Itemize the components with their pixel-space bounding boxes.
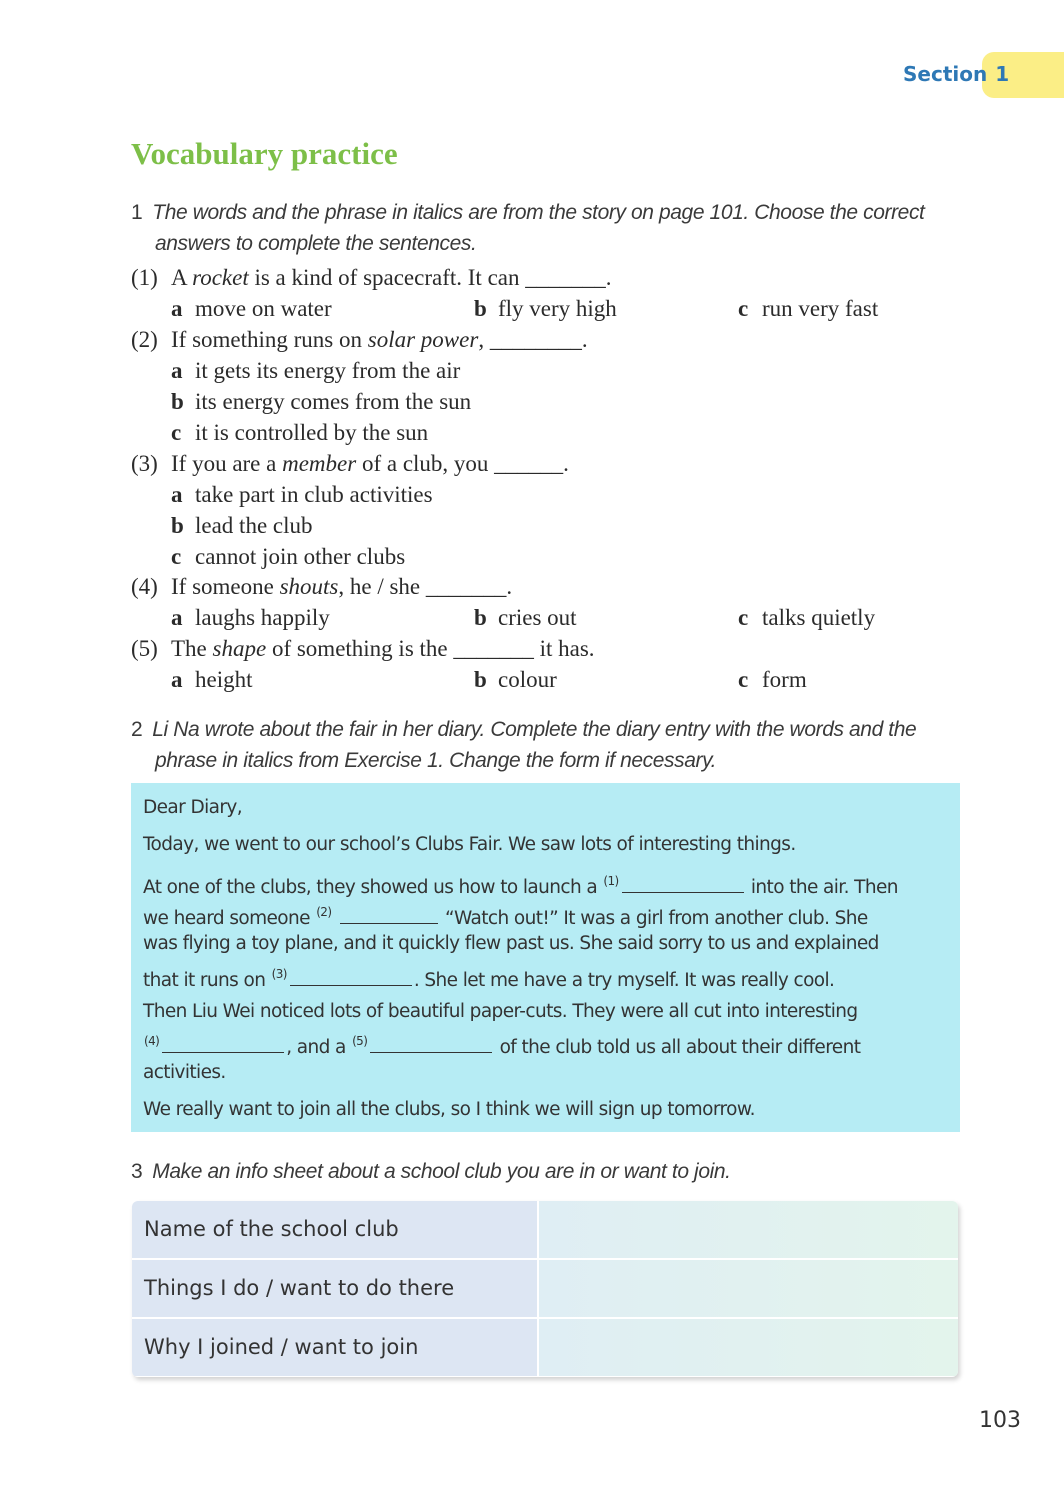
question-keyword: solar power xyxy=(367,327,479,352)
question-text: of a club, you ______. xyxy=(356,451,569,476)
ex1-number: 1 xyxy=(131,201,143,224)
diary-line-6: Then Liu Wei noticed lots of beautiful paper-cuts. They were all cut into interesting xyxy=(143,1001,858,1022)
diary-line-9: We really want to join all the clubs, so I think we will sign up tomorrow. xyxy=(143,1099,755,1120)
option-text: fly very high xyxy=(498,296,617,321)
info-sheet-table xyxy=(132,1201,958,1377)
option-text: it gets its energy from the air xyxy=(195,358,461,383)
question-text: If someone xyxy=(171,574,280,599)
question-number: (4) xyxy=(131,574,158,599)
option-3a[interactable] xyxy=(171,479,433,510)
question-text: of something is the _______ it has. xyxy=(266,636,595,661)
row-label: Name of the school club xyxy=(132,1201,537,1258)
option-5c[interactable] xyxy=(738,664,807,695)
question-text: , ________. xyxy=(478,327,588,352)
option-1c[interactable] xyxy=(738,293,878,324)
option-letter: c xyxy=(738,296,749,321)
page-title: Vocabulary practice xyxy=(131,136,398,171)
blank-number: (4) xyxy=(144,1034,160,1048)
question-1 xyxy=(131,262,612,293)
info-row-club-name xyxy=(132,1201,958,1258)
option-text: run very fast xyxy=(762,296,879,321)
question-keyword: shouts xyxy=(279,574,339,599)
option-letter: a xyxy=(171,482,183,507)
section-text: Section xyxy=(903,62,988,86)
option-letter: c xyxy=(171,420,182,445)
ex1-instruction xyxy=(131,197,925,259)
question-5 xyxy=(131,633,595,664)
question-2 xyxy=(131,324,588,355)
option-text: it is controlled by the sun xyxy=(195,420,429,445)
option-letter: a xyxy=(171,296,183,321)
question-text: is a kind of spacecraft. It can _______. xyxy=(248,265,612,290)
question-text: If you are a xyxy=(171,451,283,476)
row-label: Why I joined / want to join xyxy=(132,1319,537,1376)
option-text: talks quietly xyxy=(762,605,876,630)
ex2-number: 2 xyxy=(131,718,143,741)
option-4a[interactable] xyxy=(171,602,330,633)
row-answer-field[interactable] xyxy=(539,1319,958,1376)
ex1-instruction-line1: The words and the phrase in italics are from the story on page 101. Choose the correct xyxy=(152,201,925,224)
page-number: 103 xyxy=(979,1408,1021,1433)
diary-line-8: activities. xyxy=(143,1062,226,1083)
info-row-reason xyxy=(132,1319,958,1376)
row-answer-field[interactable] xyxy=(539,1201,958,1258)
question-3 xyxy=(131,448,569,479)
question-4 xyxy=(131,571,512,602)
option-letter: c xyxy=(171,544,182,569)
section-number: 1 xyxy=(995,62,1010,86)
blank-1[interactable] xyxy=(622,876,744,893)
option-text: move on water xyxy=(195,296,332,321)
option-3c[interactable] xyxy=(171,541,405,572)
question-number: (1) xyxy=(131,265,158,290)
diary-text: At one of the clubs, they showed us how to launch a xyxy=(143,877,598,898)
info-row-activities xyxy=(132,1260,958,1317)
option-1b[interactable] xyxy=(474,293,617,324)
option-text: cries out xyxy=(498,605,577,630)
question-number: (3) xyxy=(131,451,158,476)
diary-line-7 xyxy=(143,1026,860,1063)
option-text: form xyxy=(762,667,807,692)
section-label xyxy=(903,62,1009,86)
ex3-number: 3 xyxy=(131,1160,143,1183)
blank-5[interactable] xyxy=(370,1036,492,1053)
diary-text: . She let me have a try myself. It was really cool. xyxy=(413,970,835,991)
option-1a[interactable] xyxy=(171,293,332,324)
option-letter: c xyxy=(738,605,749,630)
option-4c[interactable] xyxy=(738,602,875,633)
option-3b[interactable] xyxy=(171,510,313,541)
option-letter: b xyxy=(171,513,184,538)
diary-text: , and a xyxy=(286,1037,346,1058)
diary-line-5 xyxy=(143,959,834,996)
question-keyword: shape xyxy=(212,636,267,661)
diary-text: that it runs on xyxy=(143,970,266,991)
option-4b[interactable] xyxy=(474,602,577,633)
diary-text: “Watch out!” It was a girl from another club. She xyxy=(444,908,868,929)
blank-number: (3) xyxy=(271,967,287,981)
ex3-instruction xyxy=(131,1156,731,1187)
question-text: The xyxy=(171,636,213,661)
option-letter: a xyxy=(171,358,183,383)
option-letter: b xyxy=(474,605,487,630)
option-text: take part in club activities xyxy=(195,482,433,507)
option-letter: b xyxy=(474,296,487,321)
diary-text: we heard someone xyxy=(143,908,310,929)
ex3-instruction-text: Make an info sheet about a school club you are in or want to join. xyxy=(152,1160,731,1183)
option-letter: a xyxy=(171,605,183,630)
option-2c[interactable] xyxy=(171,417,428,448)
blank-number: (5) xyxy=(352,1034,368,1048)
diary-line-4: was flying a toy plane, and it quickly flew past us. She said sorry to us and explained xyxy=(143,933,879,954)
question-number: (5) xyxy=(131,636,158,661)
question-keyword: member xyxy=(282,451,357,476)
diary-text: of the club told us all about their different xyxy=(499,1037,861,1058)
ex1-instruction-line2: answers to complete the sentences. xyxy=(155,232,477,255)
option-5b[interactable] xyxy=(474,664,557,695)
question-text: If something runs on xyxy=(171,327,368,352)
question-text: A xyxy=(171,265,193,290)
option-2b[interactable] xyxy=(171,386,471,417)
blank-3[interactable] xyxy=(290,969,412,986)
blank-number: (2) xyxy=(316,905,332,919)
option-2a[interactable] xyxy=(171,355,460,386)
diary-paragraph-1: Today, we went to our school’s Clubs Fair. We saw lots of interesting things. xyxy=(143,834,796,855)
option-text: cannot join other clubs xyxy=(195,544,406,569)
blank-4[interactable] xyxy=(162,1036,284,1053)
question-text: , he / she _______. xyxy=(338,574,513,599)
diary-greeting: Dear Diary, xyxy=(143,797,243,818)
blank-number: (1) xyxy=(603,874,619,888)
option-letter: b xyxy=(171,389,184,414)
option-text: colour xyxy=(498,667,557,692)
option-letter: b xyxy=(474,667,487,692)
ex2-instruction-line1: Li Na wrote about the fair in her diary. Complete the diary entry with the words and the xyxy=(152,718,917,741)
option-text: height xyxy=(195,667,253,692)
option-text: laughs happily xyxy=(195,605,330,630)
row-answer-field[interactable] xyxy=(539,1260,958,1317)
option-text: lead the club xyxy=(195,513,313,538)
option-letter: c xyxy=(738,667,749,692)
question-number: (2) xyxy=(131,327,158,352)
row-label: Things I do / want to do there xyxy=(132,1260,537,1317)
blank-2[interactable] xyxy=(340,907,438,924)
question-keyword: rocket xyxy=(192,265,249,290)
option-letter: a xyxy=(171,667,183,692)
diary-text: into the air. Then xyxy=(750,877,898,898)
option-text: its energy comes from the sun xyxy=(195,389,472,414)
ex2-instruction xyxy=(131,714,916,776)
option-5a[interactable] xyxy=(171,664,253,695)
ex2-instruction-line2: phrase in italics from Exercise 1. Change the form if necessary. xyxy=(155,749,717,772)
